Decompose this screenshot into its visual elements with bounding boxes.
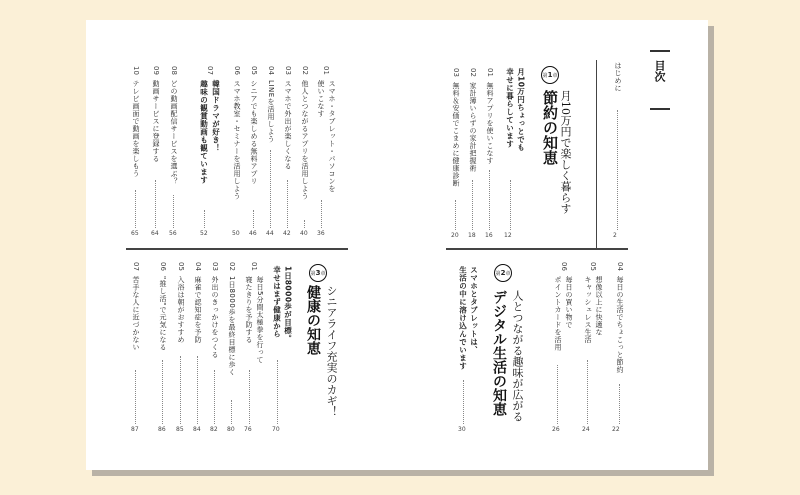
chapter2-item-no: 05 [589, 262, 597, 271]
chapter3-item-page: 76 [244, 426, 252, 433]
chapter3-item-no: 05 [177, 262, 185, 271]
digital-item[interactable]: スマホ教室・セミナーを活用しよう [233, 80, 241, 200]
digital-item-no: 01 [322, 66, 330, 75]
digital-item-leader [287, 180, 289, 228]
chapter3-subtitle: シニアライフ充実のカギ！ [325, 285, 338, 417]
chapter3-item-leader [180, 356, 182, 424]
chapter3-item-page: 80 [227, 426, 235, 433]
chapter1-item[interactable]: 無料アプリを使いこなす [486, 82, 494, 165]
digital-item[interactable]: LINEを活用しよう [267, 80, 275, 143]
chapter3-lead-page: 70 [272, 426, 280, 433]
chapter3-item-no: 03 [211, 262, 219, 271]
chapter3-item-page: 84 [193, 426, 201, 433]
chapter3-item[interactable]: 毎日5分間太極拳を行って [256, 276, 264, 364]
chapter1-item-leader [489, 170, 491, 230]
digital-item-page: 42 [283, 230, 291, 237]
chapter3-item[interactable]: 苦手な人に近づかない [132, 276, 140, 351]
digital-item[interactable]: シニアでも楽しめる無料アプリ [250, 80, 258, 185]
digital-item[interactable]: 他人とつながるアプリを活用しよう [301, 80, 309, 200]
chapter3-item[interactable]: 1日8000歩を最終目標に歩く [228, 276, 236, 376]
digital-item-no: 02 [301, 66, 309, 75]
chapter1-item-page: 18 [468, 232, 476, 239]
digital-item-no: 06 [233, 66, 241, 75]
digital-item-leader [270, 150, 272, 228]
left-page-rule [126, 248, 348, 250]
chapter1-title: 節約の知恵 [541, 90, 559, 165]
intro-page: 2 [613, 232, 617, 239]
chapter2-lead-page: 30 [458, 426, 466, 433]
chapter3-item-no: 02 [228, 262, 236, 271]
chapter3-item-page: 86 [158, 426, 166, 433]
digital-item-page: 52 [200, 230, 208, 237]
digital-item-leader [135, 190, 137, 228]
chapter1-item[interactable]: 無料＆安価でこまめに健康診断 [452, 82, 460, 187]
chapter2-item-leader [557, 365, 559, 424]
digital-item-no: 09 [152, 66, 160, 75]
digital-item-page: 44 [266, 230, 274, 237]
intro-label[interactable]: はじめに [614, 62, 622, 92]
digital-item-page: 56 [169, 230, 177, 237]
chapter1-item-no: 02 [469, 68, 477, 77]
digital-item[interactable]: テレビ画面で動画を楽しもう [132, 80, 140, 178]
digital-item-no: 07 [206, 66, 214, 75]
digital-item-no: 04 [267, 66, 275, 75]
chapter1-item[interactable]: 家計簿いらずの家計把握術 [469, 82, 477, 172]
chapter3-item[interactable]: 寝たきりを予防する [245, 276, 253, 344]
chapter1-item-page: 16 [485, 232, 493, 239]
chapter2-item-leader [587, 360, 589, 424]
digital-item-leader [253, 210, 255, 228]
chapter1-item-leader [472, 180, 474, 230]
chapter2-item-leader [619, 384, 621, 424]
digital-item-page: 40 [300, 230, 308, 237]
chapter2-item[interactable]: 毎日の買い物で [565, 276, 573, 329]
digital-item[interactable]: スマホ・タブレット・パソコンを [328, 80, 336, 193]
chapter2-item[interactable]: キャッシュレス生活 [584, 276, 592, 344]
chapter1-subtitle: 月10万円で楽しく暮らす [559, 90, 572, 214]
chapter3-item-no: 06 [159, 262, 167, 271]
chapter3-item[interactable]: 外出のきっかけをつくる [211, 276, 219, 359]
digital-item-page: 36 [317, 230, 325, 237]
chapter1-item-no: 01 [486, 68, 494, 77]
digital-item[interactable]: 韓国ドラマが好き！ [211, 80, 221, 152]
chapter3-item-leader [249, 370, 251, 424]
chapter3-item[interactable]: 麻雀で認知症を予防 [194, 276, 202, 344]
chapter3-lead-line1[interactable]: 1日8000歩が目標。 [283, 266, 293, 343]
chapter2-badge: 第 2 章 [494, 264, 512, 282]
chapter3-title: 健康の知恵 [305, 285, 321, 355]
digital-item-leader [321, 200, 323, 228]
chapter3-item[interactable]: 入浴は朝がおすすめ [177, 276, 185, 344]
chapter1-item-no: 03 [452, 68, 460, 77]
chapter1-lead-leader [510, 180, 512, 230]
digital-item[interactable]: 趣味の観賞動画も観ています [199, 80, 209, 184]
digital-item-leader [155, 180, 157, 228]
digital-item-page: 64 [151, 230, 159, 237]
digital-item-no: 03 [284, 66, 292, 75]
digital-item[interactable]: スマホで外出が楽しくなる [284, 80, 292, 170]
chapter1-item-page: 20 [451, 232, 459, 239]
chapter3-item-no: 01 [250, 262, 258, 271]
section-divider [596, 60, 597, 250]
digital-item[interactable]: 動画サービスに登録する [152, 80, 160, 163]
chapter3-item-leader [197, 356, 199, 424]
chapter1-lead-line2[interactable]: 幸せに暮らしています [505, 68, 515, 148]
chapter3-badge: 第 3 章 [309, 264, 327, 282]
chapter2-item-page: 26 [552, 426, 560, 433]
digital-item-page: 46 [249, 230, 257, 237]
chapter2-item[interactable]: 想像以上に快適な [595, 276, 603, 336]
chapter1-badge: 第 1 章 [541, 66, 559, 84]
digital-item-no: 05 [250, 66, 258, 75]
digital-item-no: 08 [170, 66, 178, 75]
digital-item[interactable]: どの動画配信サービスを選ぶ？ [170, 80, 178, 185]
chapter3-item-no: 04 [194, 262, 202, 271]
chapter3-item-no: 07 [132, 262, 140, 271]
chapter3-item-leader [214, 370, 216, 424]
digital-item-leader [204, 210, 206, 228]
chapter2-title: デジタル生活の知恵 [491, 290, 507, 416]
chapter3-item-page: 82 [210, 426, 218, 433]
right-page-rule [446, 248, 628, 250]
chapter2-lead-leader [463, 380, 465, 424]
chapter1-lead-line1[interactable]: 月10万円ちょっとでも [516, 68, 526, 152]
chapter2-lead-line1[interactable]: スマホとタブレットは、 [469, 266, 479, 354]
digital-item[interactable]: 使いこなす [317, 80, 325, 118]
chapter1-lead-page: 12 [504, 232, 512, 239]
chapter1-item-leader [455, 200, 457, 230]
toc-title [650, 50, 670, 116]
chapter2-item-no: 04 [616, 262, 624, 271]
toc-title-text: 目次 [653, 60, 666, 82]
book-spread [86, 20, 708, 470]
chapter2-item-page: 22 [612, 426, 620, 433]
digital-item-page: 65 [131, 230, 139, 237]
digital-item-leader [173, 195, 175, 228]
chapter2-lead-line2[interactable]: 生活の中に溶け込んでいます [458, 266, 468, 370]
chapter2-item[interactable]: 毎日の生活でちょこっと節約 [616, 276, 624, 374]
chapter2-item-page: 24 [582, 426, 590, 433]
chapter2-item[interactable]: ポイントカードを活用 [554, 276, 562, 351]
toc-top-rule [650, 50, 670, 52]
chapter3-lead-line2[interactable]: 幸せはまず健康から [272, 266, 282, 338]
chapter3-item-leader [231, 400, 233, 424]
toc-bottom-rule [650, 108, 670, 110]
chapter3-item-page: 85 [176, 426, 184, 433]
chapter2-subtitle: 人とつながる趣味が広がる [511, 290, 524, 422]
digital-item-no: 10 [132, 66, 140, 75]
digital-item-leader [304, 220, 306, 228]
chapter3-item-leader [135, 370, 137, 424]
chapter3-lead-leader [277, 360, 279, 424]
digital-item-page: 50 [232, 230, 240, 237]
intro-leader [617, 110, 619, 230]
chapter2-item-no: 06 [560, 262, 568, 271]
chapter3-item-leader [162, 360, 164, 424]
chapter3-item-page: 87 [131, 426, 139, 433]
chapter3-item[interactable]: "推し活"で元気になる [159, 276, 167, 351]
